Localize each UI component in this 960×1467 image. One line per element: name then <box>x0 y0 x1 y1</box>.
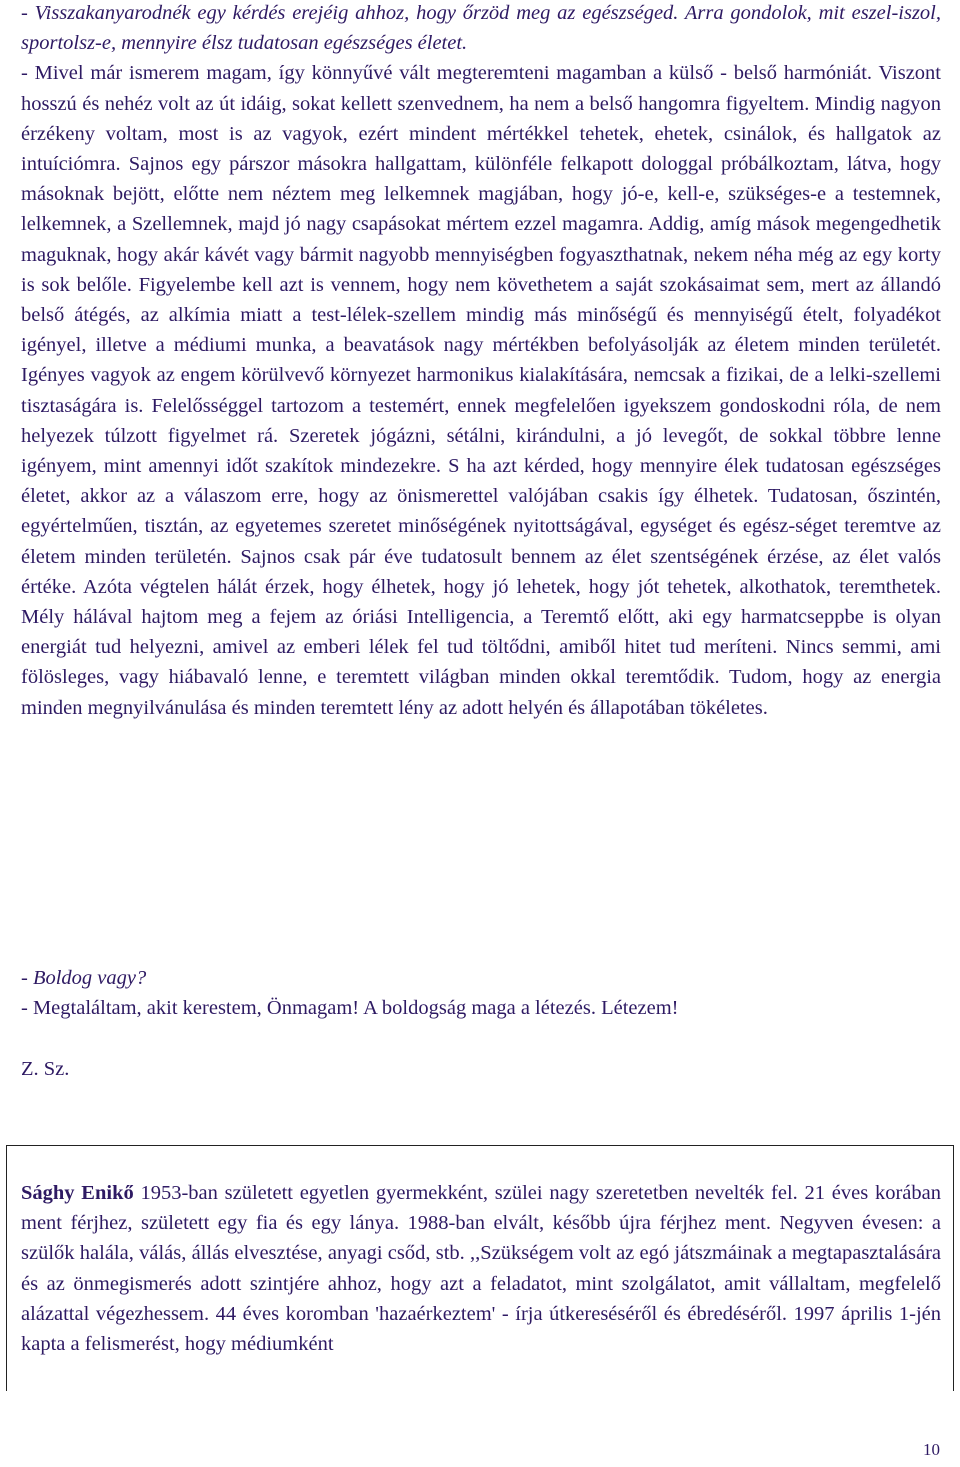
author-signature: Z. Sz. <box>21 1058 70 1080</box>
bio-text: 1953-ban született egyetlen gyermekként, szülei nagy szeretetben nevelték fel. 21 éves korában ment férjhez, született egy fia és egy lánya. 1988-ban elvált, később újra férjhez ment. Negyven évesen: a szülők halála, válás, állás elvesztése, anyagi csőd, stb. ,,Szükségem volt az egó játszmáinak a megtapasztalására és az önmegismerés adott szintjére ahhoz, hogy azt a feladatot, mint szolgálatot, amit vállaltam, megfelelő alázattal végezhessem. 44 éves koromban 'hazaérkeztem' - írja útkereséséről és ébredéséről. 1997 április 1-jén kapta a felismerést, hogy médiumként <box>21 1182 941 1356</box>
interview-section <box>21 0 941 723</box>
question-happiness: - Boldog vagy? <box>21 967 147 989</box>
question-health: - Visszakanyarodnék egy kérdés erejéig ahhoz, hogy őrzöd meg az egészséged. Arra gondolok, mit eszel-iszol, sportolsz-e, mennyire élsz tudatosan egészséges életet. <box>21 2 941 55</box>
bio-paragraph <box>21 1178 941 1359</box>
answer-health: - Mivel már ismerem magam, így könnyűvé vált megteremteni magamban a külső - belső harmóniát. Viszont hosszú és nehéz volt az út idáig, sokat kellett szenvednem, ha nem a belső hangomra figyeltem. Mindig nagyon érzékeny voltam, most is az vagyok, ezért mindent mértékkel tehetek, ehetek, csinálok, és hallgatok az intuíciómra. Sajnos egy párszor másokra hallgattam, különféle felkapott dologgal próbálkoztam, látva, hogy másoknak bejött, előtte nem néztem meg lelkemnek magjában, hogy jó-e, kell-e, szükséges-e a testemnek, lelkemnek, a Szellemnek, majd jó nagy csapásokat mértem ezzel magamra. Addig, amíg mások megengedhetik maguknak, hogy akár kávét vagy bármit nagyobb mennyiségben fogyaszthatnak, nekem néha még az egy korty is sok belőle. Figyelembe kell azt is vennem, hogy nem követhetem a saját szokásaimat sem, mert az állandó belső átégés, az alkímia miatt a test-lélek-szellem mindig más minőségű és mennyiségű ételt, folyadékot igényel, illetve a médiumi munka, a beavatások nagy mértékben befolyásolják az életem minden területét. Igényes vagyok az engem körülvevő környezet harmonikus kialakítására, nemcsak a fizikai, de a lelki-szellemi tisztaságára is. Felelősséggel tartozom a testemért, ennek megfelelően igyekszem gondoskodni róla, de nem helyezek túlzott figyelmet rá. Szeretek jógázni, sétálni, kirándulni, a jó levegőt, de sokkal többre lenne igényem, mint amennyi időt szakítok mindezekre. S ha azt kérded, hogy mennyire élek tudatosan egészséges életet, akkor az a válaszom erre, hogy az önismerettel valójában csakis így élhetek. Tudatosan, őszintén, egyértelműen, tisztán, az egyetemes szeretet minőségének nyitottságával, egységet és egész-séget teremtve az életem minden területén. Sajnos csak pár éve tudatosult bennem az élet szentségének érzése, az élet valós értéke. Azóta végtelen hálát érzek, hogy élhetek, hogy jó lehetek, hogy jót tehetek, alkothatok, teremthetek. Mély hálával hajtom meg a fejem az óriási Intelligencia, a Teremtő előtt, aki egy harmatcseppbe is olyan energiát tud helyezni, amivel az emberi lélek fel tud töltődni, amiből hitet tud meríteni. Nincs semmi, ami fölösleges, vagy hiábavaló lenne, e teremtett világban minden okkal teremtődik. Tudom, hogy az energia minden megnyilvánulása és minden teremtett lény az adott helyén és állapotában tökéletes. <box>21 62 941 719</box>
bio-name: Sághy Enikő <box>21 1182 134 1204</box>
page-number: 10 <box>923 1440 940 1459</box>
bio-box <box>6 1145 954 1391</box>
answer-happiness: - Megtaláltam, akit kerestem, Önmagam! A boldogság maga a létezés. Létezem! <box>21 997 679 1020</box>
interview-section-happiness <box>21 963 941 1023</box>
